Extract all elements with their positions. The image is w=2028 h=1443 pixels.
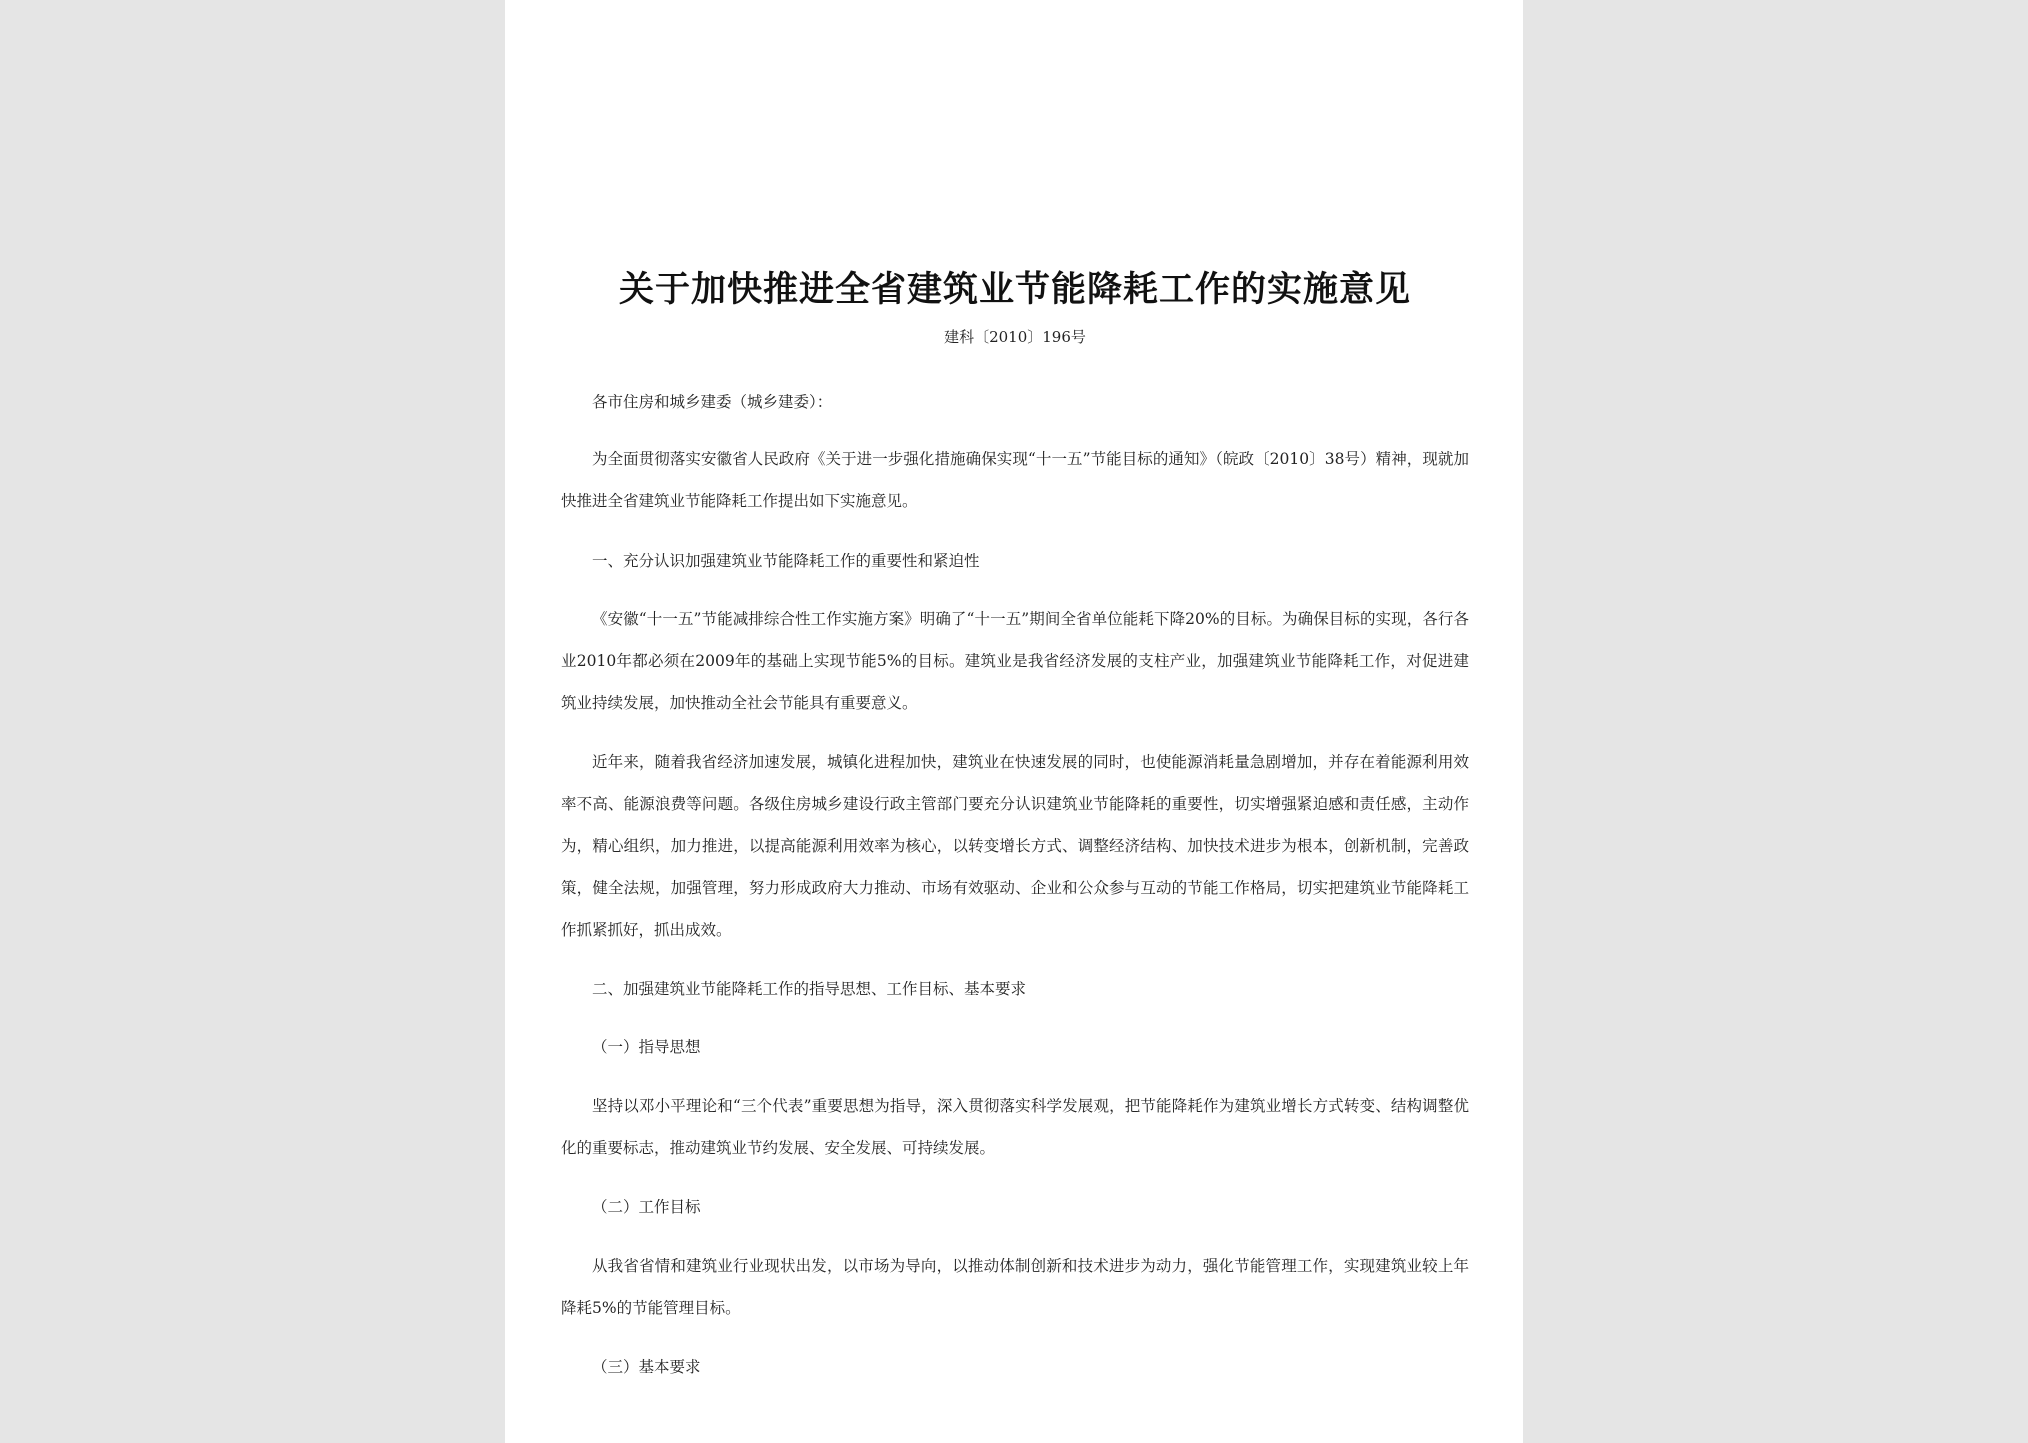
- subsection-2-heading: （二）工作目标: [592, 1198, 701, 1216]
- intro-paragraph: 为全面贯彻落实安徽省人民政府《关于进一步强化措施确保实现“十一五”节能目标的通知》（皖政〔2010〕38号）精神，现就加快推进全省建筑业节能降耗工作提出如下实施意见。: [561, 450, 1469, 510]
- document-title: 关于加快推进全省建筑业节能降耗工作的实施意见: [618, 269, 1411, 310]
- section-1-paragraph-2: 近年来，随着我省经济加速发展，城镇化进程加快，建筑业在快速发展的同时，也使能源消耗量急剧增加，并存在着能源利用效率不高、能源浪费等问题。各级住房城乡建设行政主管部门要充分认识建筑业节能降耗的重要性，切实增强紧迫感和责任感，主动作为，精心组织，加力推进，以提高能源利用效率为核心，以转变增长方式、调整经济结构、加快技术进步为根本，创新机制，完善政策，健全法规，加强管理，努力形成政府大力推动、市场有效驱动、企业和公众参与互动的节能工作格局，切实把建筑业节能降耗工作抓紧抓好，抓出成效。: [561, 753, 1469, 939]
- section-1-heading: 一、充分认识加强建筑业节能降耗工作的重要性和紧迫性: [592, 552, 980, 570]
- section-1-paragraph-1: 《安徽“十一五”节能减排综合性工作实施方案》明确了“十一五”期间全省单位能耗下降20%的目标。为确保目标的实现，各行各业2010年都必须在2009年的基础上实现节能5%的目标。建筑业是我省经济发展的支柱产业，加强建筑业节能降耗工作，对促进建筑业持续发展，加快推动全社会节能具有重要意义。: [561, 610, 1469, 712]
- salutation: 各市住房和城乡建委（城乡建委）：: [592, 393, 833, 411]
- document-page: [505, 0, 1523, 1443]
- subsection-1-heading: （一）指导思想: [592, 1038, 701, 1056]
- subsection-1-paragraph: 坚持以邓小平理论和“三个代表”重要思想为指导，深入贯彻落实科学发展观，把节能降耗作为建筑业增长方式转变、结构调整优化的重要标志，推动建筑业节约发展、安全发展、可持续发展。: [561, 1097, 1469, 1157]
- document-number: 建科〔2010〕196号: [944, 328, 1086, 346]
- subsection-2-paragraph: 从我省省情和建筑业行业现状出发，以市场为导向，以推动体制创新和技术进步为动力，强化节能管理工作，实现建筑业较上年降耗5%的节能管理目标。: [561, 1257, 1469, 1317]
- section-2-heading: 二、加强建筑业节能降耗工作的指导思想、工作目标、基本要求: [592, 980, 1027, 998]
- subsection-3-heading: （三）基本要求: [592, 1358, 701, 1376]
